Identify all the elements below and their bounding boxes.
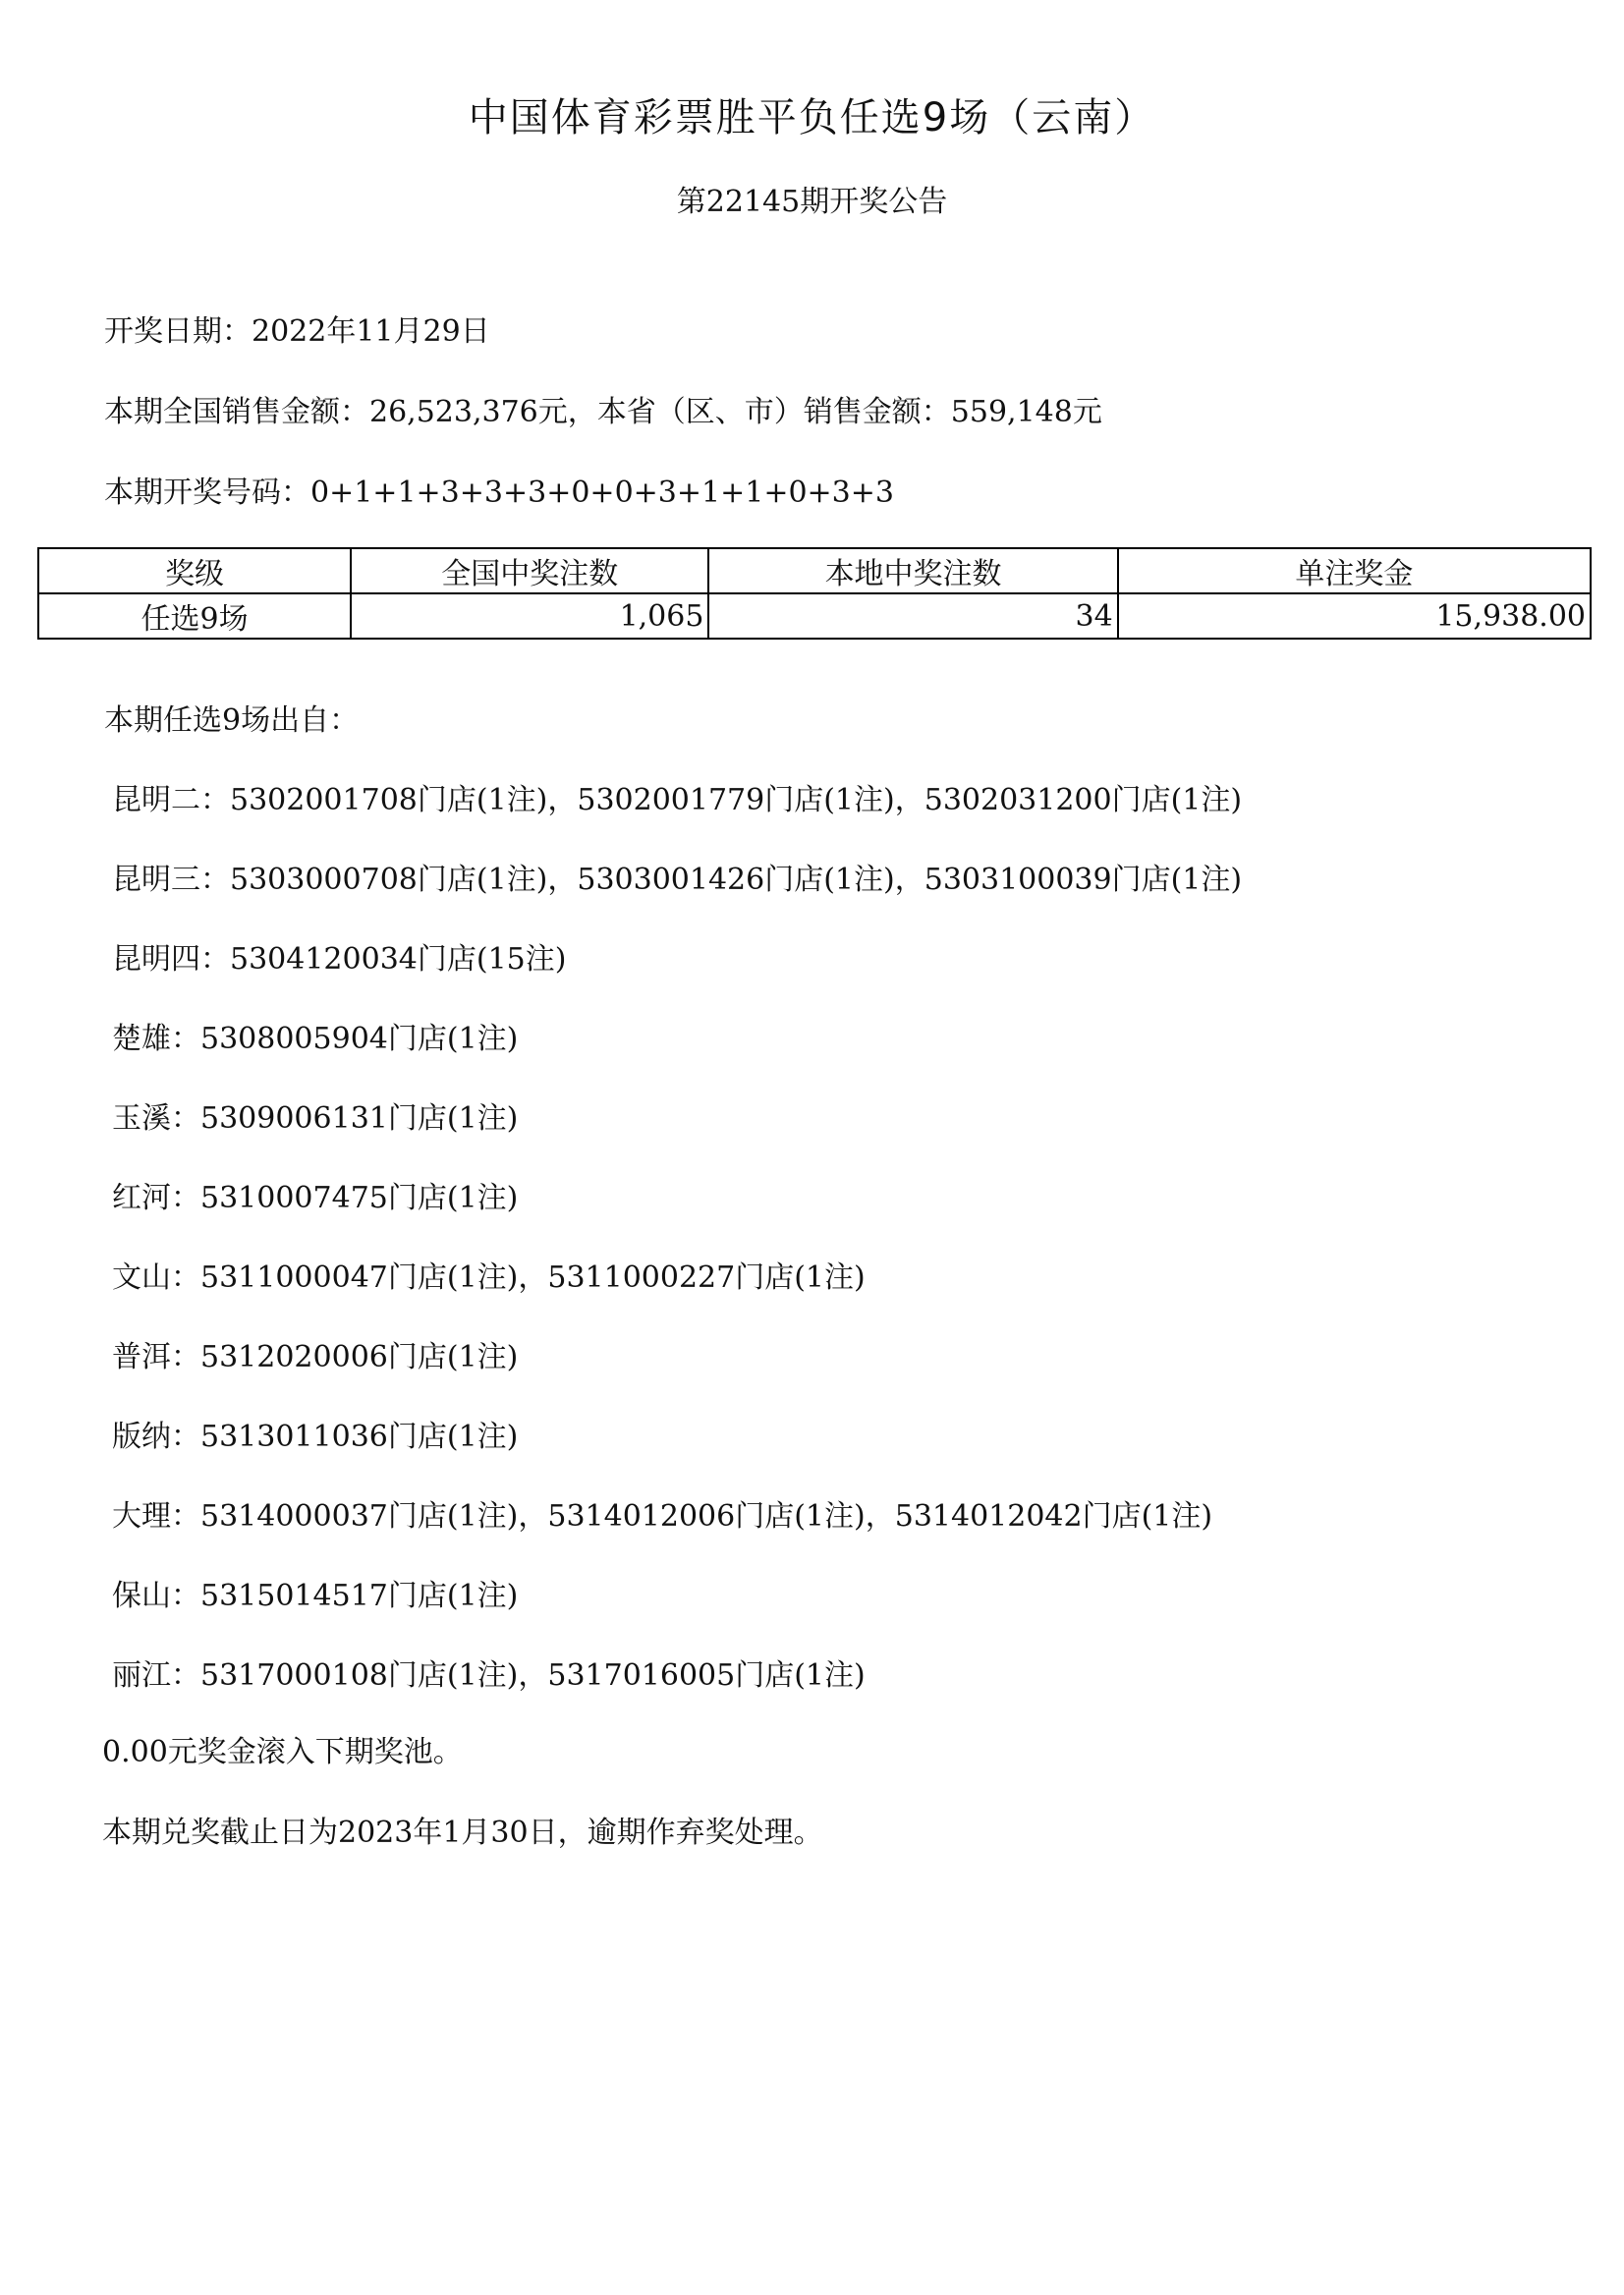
deadline-note: 本期兑奖截止日为2023年1月30日，逾期作弃奖处理。 [102,1816,823,1850]
issue-subtitle: 第22145期开奖公告 [676,185,948,219]
prize-level-cell: 任选9场 [38,593,351,639]
list-item: 玉溪：5309006131门店(1注) [112,1101,519,1136]
list-item: 普洱：5312020006门店(1注) [112,1340,519,1374]
table-header-cell: 本地中奖注数 [708,548,1117,593]
sales-amount: 本期全国销售金额：26,523,376元，本省（区、市）销售金额：559,148元 [104,395,1102,429]
table-header-cell: 全国中奖注数 [351,548,708,593]
list-item: 昆明三：5303000708门店(1注)，5303001426门店(1注)，5303100039门店(1注) [112,863,1243,897]
page-title: 中国体育彩票胜平负任选9场（云南） [468,95,1156,140]
winning-numbers: 本期开奖号码：0+1+1+3+3+3+0+0+3+1+1+0+3+3 [104,476,894,510]
list-item: 版纳：5313011036门店(1注) [112,1420,519,1454]
list-item: 昆明四：5304120034门店(15注) [112,942,567,977]
table-header-row [38,548,1591,593]
list-item: 大理：5314000037门店(1注)，5314012006门店(1注)，5314012042门店(1注) [112,1499,1213,1534]
list-item: 丽江：5317000108门店(1注)，5317016005门店(1注) [112,1658,866,1693]
table-header-cell: 奖级 [38,548,351,593]
table-row [38,593,1591,639]
national-winners-cell: 1,065 [351,593,708,639]
list-item: 文山：5311000047门店(1注)，5311000227门店(1注) [112,1260,866,1295]
list-item: 昆明二：5302001708门店(1注)，5302001779门店(1注)，5302031200门店(1注) [112,783,1243,817]
rollover-note: 0.00元奖金滚入下期奖池。 [102,1735,463,1769]
list-item: 楚雄：5308005904门店(1注) [112,1022,519,1056]
list-item: 红河：5310007475门店(1注) [112,1181,519,1215]
prize-table [37,547,1592,640]
list-item: 保山：5315014517门店(1注) [112,1579,519,1613]
winner-locations [104,700,1242,1734]
winners-heading: 本期任选9场出自： [104,703,360,738]
local-winners-cell: 34 [708,593,1117,639]
prize-amount-cell: 15,938.00 [1118,593,1591,639]
draw-date: 开奖日期：2022年11月29日 [104,314,490,349]
table-header-cell: 单注奖金 [1118,548,1591,593]
